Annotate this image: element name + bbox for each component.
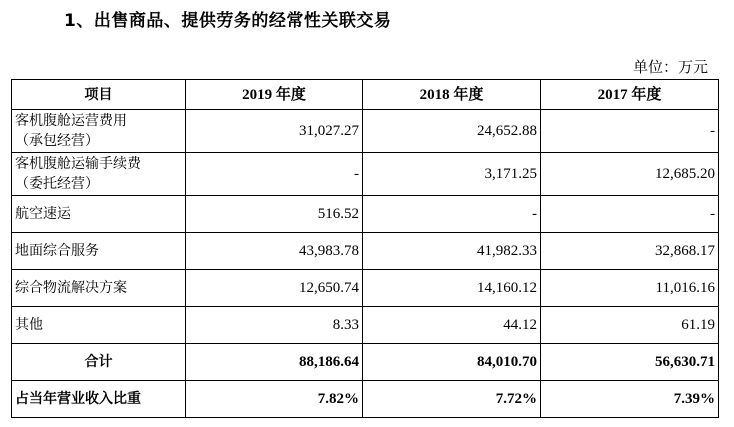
table-row: [12, 110, 719, 153]
table-row: [12, 233, 719, 270]
header-2019: 2019 年度: [186, 80, 363, 110]
cell-2018: 44.12: [363, 307, 541, 344]
cell-2019: 43,983.78: [186, 233, 363, 270]
row-label: 航空速运: [12, 196, 186, 233]
row-label: 客机腹舱运营费用 （承包经营）: [12, 110, 186, 153]
total-2018: 84,010.70: [363, 344, 541, 381]
cell-2018: -: [363, 196, 541, 233]
header-2018: 2018 年度: [363, 80, 541, 110]
total-2019: 88,186.64: [186, 344, 363, 381]
header-item: 项目: [12, 80, 186, 110]
cell-2017: 32,868.17: [541, 233, 719, 270]
total-label: 合计: [12, 344, 186, 381]
table-row: [12, 153, 719, 196]
table-header-row: [12, 80, 719, 110]
cell-2017: -: [541, 110, 719, 153]
total-2017: 56,630.71: [541, 344, 719, 381]
cell-2017: 11,016.16: [541, 270, 719, 307]
row-label: 地面综合服务: [12, 233, 186, 270]
cell-2017: 61.19: [541, 307, 719, 344]
ratio-2019: 7.82%: [186, 381, 363, 418]
table-row: [12, 270, 719, 307]
row-label: 其他: [12, 307, 186, 344]
cell-2019: 8.33: [186, 307, 363, 344]
cell-2019: 31,027.27: [186, 110, 363, 153]
row-label: 综合物流解决方案: [12, 270, 186, 307]
ratio-2017: 7.39%: [541, 381, 719, 418]
ratio-label: 占当年营业收入比重: [12, 381, 186, 418]
cell-2017: -: [541, 196, 719, 233]
unit-label: 单位：万元: [632, 58, 708, 76]
cell-2017: 12,685.20: [541, 153, 719, 196]
row-label: 客机腹舱运输手续费 （委托经营）: [12, 153, 186, 196]
table-row: [12, 307, 719, 344]
cell-2018: 14,160.12: [363, 270, 541, 307]
cell-2018: 41,982.33: [363, 233, 541, 270]
cell-2019: 12,650.74: [186, 270, 363, 307]
cell-2018: 3,171.25: [363, 153, 541, 196]
cell-2019: -: [186, 153, 363, 196]
table-row: [12, 196, 719, 233]
revenue-ratio-row: [12, 381, 719, 418]
ratio-2018: 7.72%: [363, 381, 541, 418]
total-row: [12, 344, 719, 381]
cell-2018: 24,652.88: [363, 110, 541, 153]
related-transactions-table: [11, 79, 719, 418]
header-2017: 2017 年度: [541, 80, 719, 110]
cell-2019: 516.52: [186, 196, 363, 233]
section-heading: 1、出售商品、提供劳务的经常性关联交易: [64, 11, 392, 31]
